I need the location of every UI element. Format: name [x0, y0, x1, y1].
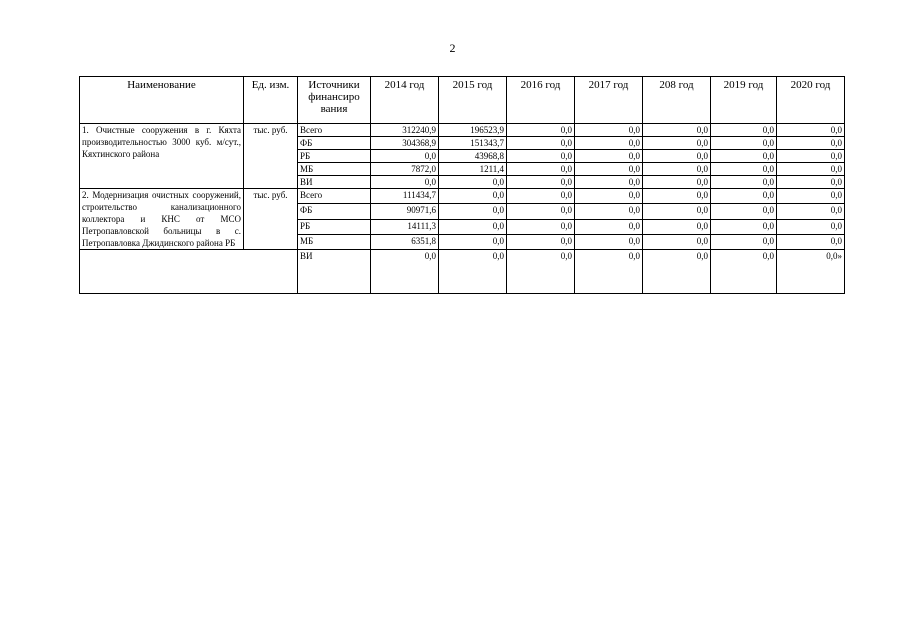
- header-year: 2014 год: [371, 77, 439, 124]
- amount-cell: 312240,9: [371, 124, 439, 137]
- amount-cell: 0,0»: [777, 250, 845, 294]
- financing-table: [79, 76, 845, 294]
- amount-cell: 0,0: [371, 250, 439, 294]
- amount-cell: 0,0: [777, 124, 845, 137]
- amount-cell: 0,0: [643, 219, 711, 234]
- amount-cell: 0,0: [643, 176, 711, 189]
- header-year: 2020 год: [777, 77, 845, 124]
- amount-cell: 6351,8: [371, 234, 439, 249]
- amount-cell: 0,0: [439, 234, 507, 249]
- amount-cell: 0,0: [575, 150, 643, 163]
- amount-cell: 0,0: [777, 189, 845, 204]
- amount-cell: 0,0: [575, 189, 643, 204]
- funding-source: МБ: [298, 163, 371, 176]
- amount-cell: 0,0: [507, 176, 575, 189]
- amount-cell: 0,0: [711, 163, 777, 176]
- amount-cell: 0,0: [711, 234, 777, 249]
- amount-cell: 0,0: [507, 124, 575, 137]
- amount-cell: 0,0: [777, 176, 845, 189]
- funding-source: РБ: [298, 150, 371, 163]
- amount-cell: 0,0: [507, 150, 575, 163]
- amount-cell: 0,0: [507, 234, 575, 249]
- amount-cell: 0,0: [711, 137, 777, 150]
- amount-cell: 0,0: [575, 124, 643, 137]
- table-row: [80, 124, 845, 137]
- amount-cell: 0,0: [777, 150, 845, 163]
- amount-cell: 0,0: [711, 250, 777, 294]
- page-number: 2: [449, 41, 456, 55]
- amount-cell: 0,0: [643, 137, 711, 150]
- amount-cell: 14111,3: [371, 219, 439, 234]
- amount-cell: 0,0: [507, 250, 575, 294]
- amount-cell: 0,0: [439, 189, 507, 204]
- amount-cell: 196523,9: [439, 124, 507, 137]
- amount-cell: 151343,7: [439, 137, 507, 150]
- funding-source: ВИ: [298, 250, 371, 294]
- item-unit: тыс. руб.: [244, 124, 298, 189]
- amount-cell: 0,0: [643, 150, 711, 163]
- amount-cell: 111434,7: [371, 189, 439, 204]
- amount-cell: 0,0: [439, 176, 507, 189]
- amount-cell: 7872,0: [371, 163, 439, 176]
- funding-source: ФБ: [298, 204, 371, 219]
- header-unit: Ед. изм.: [244, 77, 298, 124]
- amount-cell: 304368,9: [371, 137, 439, 150]
- amount-cell: 0,0: [575, 137, 643, 150]
- amount-cell: 0,0: [439, 250, 507, 294]
- amount-cell: 0,0: [439, 204, 507, 219]
- table-row: [80, 189, 845, 204]
- header-source: Источники финансиро вания: [298, 77, 371, 124]
- amount-cell: 0,0: [575, 250, 643, 294]
- amount-cell: 0,0: [711, 219, 777, 234]
- amount-cell: 0,0: [643, 163, 711, 176]
- item-unit: тыс. руб.: [244, 189, 298, 250]
- amount-cell: 0,0: [643, 124, 711, 137]
- amount-cell: 0,0: [643, 204, 711, 219]
- header-year: 2017 год: [575, 77, 643, 124]
- funding-source: Всего: [298, 189, 371, 204]
- amount-cell: 0,0: [507, 189, 575, 204]
- amount-cell: 0,0: [777, 204, 845, 219]
- amount-cell: 0,0: [711, 150, 777, 163]
- amount-cell: 0,0: [507, 219, 575, 234]
- amount-cell: 0,0: [507, 137, 575, 150]
- item-name: 1. Очистные сооружения в г. Кяхта производительностью 3000 куб. м/сут., Кяхтинского района: [80, 124, 244, 189]
- amount-cell: 0,0: [777, 219, 845, 234]
- header-name: Наименование: [80, 77, 244, 124]
- amount-cell: 0,0: [777, 163, 845, 176]
- amount-cell: 0,0: [575, 234, 643, 249]
- amount-cell: 0,0: [575, 176, 643, 189]
- header-year: 2015 год: [439, 77, 507, 124]
- amount-cell: 0,0: [575, 204, 643, 219]
- amount-cell: 0,0: [643, 250, 711, 294]
- amount-cell: 0,0: [711, 176, 777, 189]
- amount-cell: 0,0: [439, 219, 507, 234]
- amount-cell: 43968,8: [439, 150, 507, 163]
- header-row: [80, 77, 845, 124]
- amount-cell: 0,0: [711, 204, 777, 219]
- amount-cell: 0,0: [575, 163, 643, 176]
- funding-source: ФБ: [298, 137, 371, 150]
- amount-cell: 90971,6: [371, 204, 439, 219]
- empty-cell: [80, 250, 298, 294]
- amount-cell: 0,0: [507, 163, 575, 176]
- amount-cell: 1211,4: [439, 163, 507, 176]
- header-year: 208 год: [643, 77, 711, 124]
- amount-cell: 0,0: [711, 124, 777, 137]
- amount-cell: 0,0: [777, 234, 845, 249]
- item-name: 2. Модернизация очистных сооружений, строительство канализационного коллектора и КНС от МСО Петропавловской больницы в с. Петропавловка Джидинского района РБ: [80, 189, 244, 250]
- header-year: 2016 год: [507, 77, 575, 124]
- funding-source: Всего: [298, 124, 371, 137]
- amount-cell: 0,0: [643, 189, 711, 204]
- funding-source: ВИ: [298, 176, 371, 189]
- table-row: [80, 250, 845, 294]
- header-year: 2019 год: [711, 77, 777, 124]
- amount-cell: 0,0: [643, 234, 711, 249]
- funding-source: РБ: [298, 219, 371, 234]
- amount-cell: 0,0: [711, 189, 777, 204]
- amount-cell: 0,0: [507, 204, 575, 219]
- amount-cell: 0,0: [371, 150, 439, 163]
- funding-source: МБ: [298, 234, 371, 249]
- amount-cell: 0,0: [371, 176, 439, 189]
- amount-cell: 0,0: [777, 137, 845, 150]
- amount-cell: 0,0: [575, 219, 643, 234]
